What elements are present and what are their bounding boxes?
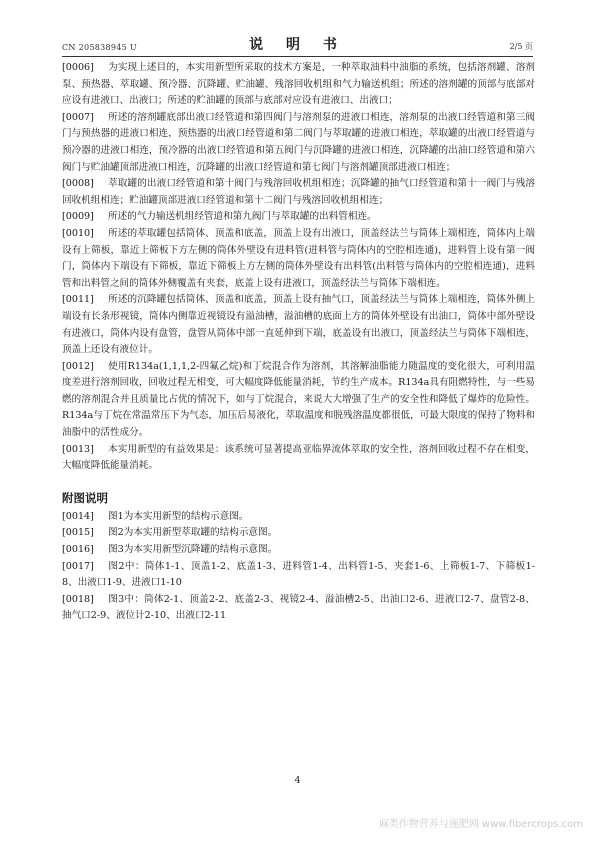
paragraph-number: [0011] bbox=[62, 294, 94, 306]
paragraph-number: [0010] bbox=[62, 227, 94, 239]
paragraph-text: 所述的溶剂罐底部出液口经管道和第四阀门与溶剂泵的进液口相连，溶剂泵的出液口经管道和第三阀门与预热器的进液口相连，预热器的出液口经管道和第二阀门与萃取罐的进液口相连，萃取罐的出液口经管道与预冷器的进液口相连，预冷器的出液口经管道和第五阀门与沉降罐的进液口相连，沉降罐的出油口经管道和第六阀门与贮油罐顶部进液口相连，沉降罐的出液口经管道和第七阀门与溶剂罐顶部进液口相连； bbox=[62, 111, 535, 173]
paragraph-text: 图3中：筒体2-1、顶盖2-2、底盖2-3、视镜2-4、溢油槽2-5、出油口2-6、进液口2-7、盘管2-8、抽气口2-9、液位计2-10、出液口2-11 bbox=[62, 593, 535, 622]
paragraph-number: [0012] bbox=[62, 360, 94, 372]
page-header bbox=[62, 34, 533, 57]
page-info: 2/5 页 bbox=[509, 42, 533, 51]
paragraph-text: 为实现上述目的，本实用新型所采取的技术方案是，一种萃取油料中油脂的系统，包括溶剂罐、溶剂泵、预热器、萃取罐、预冷器、沉降罐、贮油罐、残溶回收机组和气力输送机组；所述的溶剂罐的顶部与底部对应设有进液口、出液口；所述的贮油罐的顶部与底部对应设有进液口、出液口； bbox=[62, 62, 535, 107]
document-body bbox=[62, 60, 535, 625]
publication-number: CN 205838945 U bbox=[62, 43, 137, 52]
paragraph bbox=[62, 60, 535, 110]
document-title: 说 明 书 bbox=[249, 37, 346, 53]
paragraph-text: 图2为本实用新型萃取罐的结构示意图。 bbox=[108, 527, 278, 539]
paragraph-number: [0018] bbox=[62, 593, 94, 605]
paragraph-number: [0016] bbox=[62, 544, 94, 556]
paragraph-number: [0013] bbox=[62, 443, 94, 455]
paragraph-text: 萃取罐的出液口经管道和第十阀门与残溶回收机组相连；沉降罐的抽气口经管道和第十一阀门与残溶回收机组相连；贮油罐顶部进液口经管道和第十二阀门与残溶回收机组相连； bbox=[62, 178, 535, 206]
watermark: 麻类作物营养与施肥网 www.fibercrops.com bbox=[378, 819, 583, 830]
paragraph-text: 图1为本实用新型的结构示意图。 bbox=[108, 510, 249, 522]
paragraph-text: 使用R134a(1,1,1,2-四氟乙烷)和丁烷混合作为溶剂，其溶解油脂能力随温度的变化很大，可利用温度差进行溶剂回收，回收过程无相变，可大幅度降低能量消耗，节约生产成本。R134a具有阻燃特性，与一些易燃的溶剂混合并且质量比占优的情况下，如与丁烷混合，来说大大增强了生产的安全性和降低了爆炸的危险性。R134a与丁烷在常温常压下为气态，加压后易液化，萃取温度和脱残溶温度都很低，可最大限度的保持了物料和油脂中的活性成分。 bbox=[62, 360, 535, 439]
paragraph bbox=[62, 592, 535, 625]
paragraph-number: [0017] bbox=[62, 560, 94, 572]
paragraph-text: 图2中：筒体1-1、顶盖1-2、底盖1-3、进料管1-4、出料管1-5、夹套1-6、上筛板1-7、下筛板1-8、出液口1-9、进液口1-10 bbox=[62, 560, 535, 589]
paragraph-number: [0014] bbox=[62, 510, 94, 522]
paragraph-number: [0009] bbox=[62, 211, 94, 223]
paragraph-number: [0007] bbox=[62, 111, 94, 123]
paragraph bbox=[62, 110, 535, 176]
paragraph-text: 所述的沉降罐包括筒体、顶盖和底盖，顶盖上设有抽气口，顶盖经法兰与筒体上端相连，筒体外侧上端设有长条形视镜，筒体内侧靠近视镜设有溢油槽，溢油槽的底面上方的筒体外壁设有出油口，筒体中部外壁设有进液口，筒体内设有盘管，盘管从筒体中部一直延伸到下端，底盖设有出液口，顶盖经法兰与筒体下端相连，顶盖上还设有液位计。 bbox=[62, 294, 535, 356]
paragraph bbox=[62, 509, 535, 526]
paragraph-number: [0015] bbox=[62, 527, 94, 539]
paragraph-text: 所述的气力输送机组经管道和第九阀门与萃取罐的出料管相连。 bbox=[108, 211, 377, 223]
section-heading: 附图说明 bbox=[62, 490, 108, 505]
paragraph bbox=[62, 525, 535, 542]
paragraph-text: 所述的萃取罐包括筒体、顶盖和底盖，顶盖上设有出液口，顶盖经法兰与筒体上端相连，筒体内上端设有上筛板，靠近上筛板下方左侧的筒体外壁设有进料管(进料管与筒体内的空腔相连通)，进料管上设有第一阀门，筒体内下端设有下筛板，靠近下筛板上方左侧的筒体外壁设有出料管(出料管与筒体内的空腔相连通)，进料管和出料管之间的筒体外侧覆盖有夹套，底盖上设有进液口，顶盖经法兰与筒体下端相连。 bbox=[62, 227, 535, 289]
paragraph-text: 本实用新型的有益效果是：该系统可显著提高亚临界流体萃取的安全性，溶剂回收过程不存在相变，大幅度降低能量消耗。 bbox=[62, 443, 535, 472]
paragraph bbox=[62, 559, 535, 592]
paragraph bbox=[62, 292, 535, 358]
page-number: 4 bbox=[294, 775, 301, 786]
paragraph bbox=[62, 226, 535, 292]
paragraph bbox=[62, 209, 535, 226]
paragraph bbox=[62, 359, 535, 442]
paragraph bbox=[62, 542, 535, 559]
paragraph-number: [0006] bbox=[62, 62, 94, 73]
paragraph bbox=[62, 442, 535, 475]
paragraph-text: 图3为本实用新型沉降罐的结构示意图。 bbox=[108, 544, 278, 556]
paragraph bbox=[62, 176, 535, 209]
paragraph-number: [0008] bbox=[62, 178, 94, 190]
